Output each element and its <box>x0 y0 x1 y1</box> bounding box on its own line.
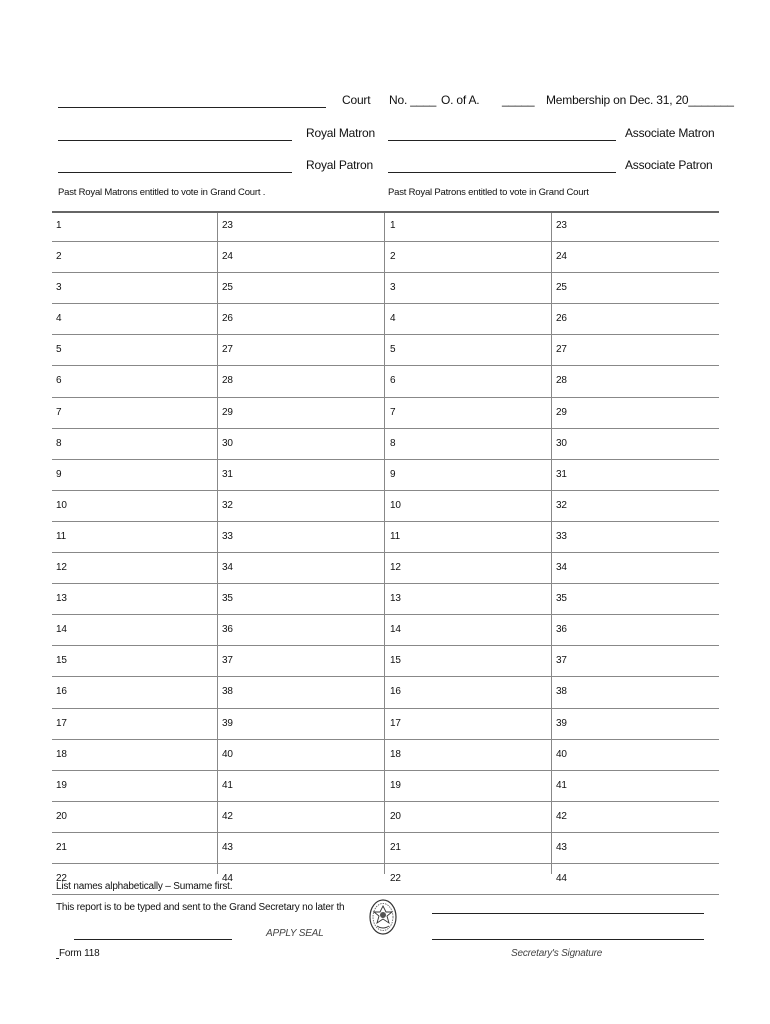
table-row <box>52 366 719 397</box>
matron-right-number[interactable]: 41 <box>222 779 233 791</box>
associate-matron-line[interactable] <box>388 140 616 141</box>
membership-count-blank[interactable]: _____ <box>502 93 535 107</box>
table-row <box>52 398 719 429</box>
patron-right-number[interactable]: 23 <box>556 220 567 231</box>
patron-left-number[interactable]: 20 <box>390 810 401 822</box>
patron-left-number[interactable]: 19 <box>390 779 401 791</box>
matron-right-number[interactable]: 37 <box>222 655 233 667</box>
table-row <box>52 273 719 304</box>
signature-line-2[interactable] <box>432 939 704 940</box>
apply-seal-label: APPLY SEAL <box>266 928 324 939</box>
patron-left-number[interactable]: 2 <box>390 251 396 263</box>
form-number: Form 118 <box>59 948 100 959</box>
patron-left-number[interactable]: 5 <box>390 344 396 356</box>
matron-right-number[interactable]: 33 <box>222 530 233 542</box>
court-number-label: No. ____ <box>389 93 437 107</box>
past-royal-patrons-title: Past Royal Patrons entitled to vote in Grand Court <box>388 187 589 198</box>
patron-left-number[interactable]: 13 <box>390 593 401 605</box>
patron-right-number[interactable]: 30 <box>556 437 567 449</box>
patron-right-number[interactable]: 25 <box>556 282 567 294</box>
patron-left-number[interactable]: 6 <box>390 375 396 387</box>
matron-left-number[interactable]: 19 <box>56 779 67 791</box>
matron-right-number[interactable]: 29 <box>222 406 233 418</box>
table-row <box>52 740 719 771</box>
matron-left-number[interactable]: 22 <box>56 872 67 884</box>
court-name-line[interactable] <box>58 107 326 108</box>
patron-right-number[interactable]: 43 <box>556 841 567 853</box>
table-row <box>52 771 719 802</box>
table-row <box>52 553 719 584</box>
matron-left-number[interactable]: 9 <box>56 468 62 480</box>
patron-left-number[interactable]: 18 <box>390 748 401 760</box>
matron-left-number[interactable]: 7 <box>56 406 62 418</box>
matron-left-number[interactable]: 17 <box>56 717 67 729</box>
table-row <box>52 242 719 273</box>
matron-right-number[interactable]: 31 <box>222 468 233 480</box>
associate-matron-label: Associate Matron <box>625 126 715 140</box>
patron-right-number[interactable]: 27 <box>556 344 567 356</box>
matron-left-number[interactable]: 20 <box>56 810 67 822</box>
matron-left-number[interactable]: 6 <box>56 375 62 387</box>
patron-right-number[interactable]: 28 <box>556 375 567 387</box>
associate-patron-label: Associate Patron <box>625 158 713 172</box>
matron-right-number[interactable]: 32 <box>222 499 233 511</box>
matron-left-number[interactable]: 4 <box>56 313 62 325</box>
patron-right-number[interactable]: 42 <box>556 810 567 822</box>
patron-right-number[interactable]: 37 <box>556 655 567 667</box>
royal-patron-label: Royal Patron <box>306 158 373 172</box>
matron-right-number[interactable]: 28 <box>222 375 233 387</box>
matron-left-number[interactable]: 3 <box>56 282 62 294</box>
order-label: O. of A. <box>441 93 480 107</box>
table-row <box>52 709 719 740</box>
patron-right-number[interactable]: 38 <box>556 686 567 698</box>
matron-right-number[interactable]: 38 <box>222 686 233 698</box>
past-royal-matrons-title: Past Royal Matrons entitled to vote in Grand Court . <box>58 187 266 198</box>
table-row <box>52 615 719 646</box>
matron-right-number[interactable]: 27 <box>222 344 233 356</box>
patron-left-number[interactable]: 10 <box>390 499 401 511</box>
matron-right-number[interactable]: 40 <box>222 748 233 760</box>
matron-left-number[interactable]: 21 <box>56 841 67 853</box>
voter-list-grid <box>52 211 719 895</box>
patron-left-number[interactable]: 21 <box>390 841 401 853</box>
signature-line-1[interactable] <box>432 913 704 914</box>
patron-right-number[interactable]: 34 <box>556 562 567 574</box>
table-row <box>52 522 719 553</box>
patron-right-number[interactable]: 36 <box>556 624 567 636</box>
patron-right-number[interactable]: 32 <box>556 499 567 511</box>
submission-note: This report is to be typed and sent to the Grand Secretary no later th <box>56 902 345 913</box>
seal-line[interactable] <box>74 939 232 940</box>
patron-right-number[interactable]: 44 <box>556 872 567 884</box>
court-label: Court <box>342 93 371 107</box>
matron-right-number[interactable]: 25 <box>222 282 233 294</box>
table-row <box>52 584 719 615</box>
patron-right-number[interactable]: 35 <box>556 593 567 605</box>
patron-right-number[interactable]: 41 <box>556 779 567 791</box>
matron-left-number[interactable]: 18 <box>56 748 67 760</box>
matron-right-number[interactable]: 36 <box>222 624 233 636</box>
matron-right-number[interactable]: 24 <box>222 251 233 263</box>
patron-left-number[interactable]: 9 <box>390 468 396 480</box>
matron-right-number[interactable]: 26 <box>222 313 233 325</box>
matron-right-number[interactable]: 39 <box>222 717 233 729</box>
table-row <box>52 491 719 522</box>
table-row <box>52 335 719 366</box>
patron-left-number[interactable]: 1 <box>390 220 396 231</box>
patron-left-number[interactable]: 7 <box>390 406 396 418</box>
table-row <box>52 802 719 833</box>
matron-right-number[interactable]: 23 <box>222 220 233 231</box>
patron-left-number[interactable]: 12 <box>390 562 401 574</box>
matron-left-number[interactable]: 12 <box>56 562 67 574</box>
royal-patron-line[interactable] <box>58 172 292 173</box>
patron-right-number[interactable]: 39 <box>556 717 567 729</box>
patron-left-number[interactable]: 16 <box>390 686 401 698</box>
seal-emblem-icon <box>368 897 398 939</box>
patron-left-number[interactable]: 4 <box>390 313 396 325</box>
matron-right-number[interactable]: 35 <box>222 593 233 605</box>
patron-left-number[interactable]: 17 <box>390 717 401 729</box>
associate-patron-line[interactable] <box>388 172 616 173</box>
matron-right-number[interactable]: 34 <box>222 562 233 574</box>
royal-matron-line[interactable] <box>58 140 292 141</box>
matron-left-number[interactable]: 10 <box>56 499 67 511</box>
patron-right-number[interactable]: 33 <box>556 530 567 542</box>
patron-left-number[interactable]: 15 <box>390 655 401 667</box>
patron-left-number[interactable]: 8 <box>390 437 396 449</box>
alphabetical-note: List names alphabetically – Sumame first. <box>56 881 233 892</box>
patron-left-number[interactable]: 14 <box>390 624 401 636</box>
patron-right-number[interactable]: 40 <box>556 748 567 760</box>
table-row <box>52 211 719 242</box>
matron-right-number[interactable]: 44 <box>222 872 233 884</box>
matron-left-number[interactable]: 15 <box>56 655 67 667</box>
matron-right-number[interactable]: 42 <box>222 810 233 822</box>
matron-right-number[interactable]: 43 <box>222 841 233 853</box>
table-row <box>52 304 719 335</box>
membership-label: Membership on Dec. 31, 20_______ <box>546 93 734 107</box>
matron-left-number[interactable]: 16 <box>56 686 67 698</box>
secretary-signature-label: Secretary's Signature <box>511 948 603 959</box>
patron-right-number[interactable]: 31 <box>556 468 567 480</box>
patron-left-number[interactable]: 11 <box>390 530 400 542</box>
matron-left-number[interactable]: 1 <box>56 220 62 231</box>
matron-left-number[interactable]: 14 <box>56 624 67 636</box>
matron-right-number[interactable]: 30 <box>222 437 233 449</box>
table-row <box>52 646 719 677</box>
table-row <box>52 833 719 864</box>
patron-right-number[interactable]: 24 <box>556 251 567 263</box>
patron-left-number[interactable]: 22 <box>390 872 401 884</box>
matron-left-number[interactable]: 2 <box>56 251 62 263</box>
matron-left-number[interactable]: 13 <box>56 593 67 605</box>
patron-right-number[interactable]: 26 <box>556 313 567 325</box>
matron-left-number[interactable]: 5 <box>56 344 62 356</box>
matron-left-number[interactable]: 11 <box>56 530 66 542</box>
patron-right-number[interactable]: 29 <box>556 406 567 418</box>
table-row <box>52 429 719 460</box>
table-row <box>52 460 719 491</box>
matron-left-number[interactable]: 8 <box>56 437 62 449</box>
patron-left-number[interactable]: 3 <box>390 282 396 294</box>
royal-matron-label: Royal Matron <box>306 126 375 140</box>
table-row <box>52 677 719 708</box>
